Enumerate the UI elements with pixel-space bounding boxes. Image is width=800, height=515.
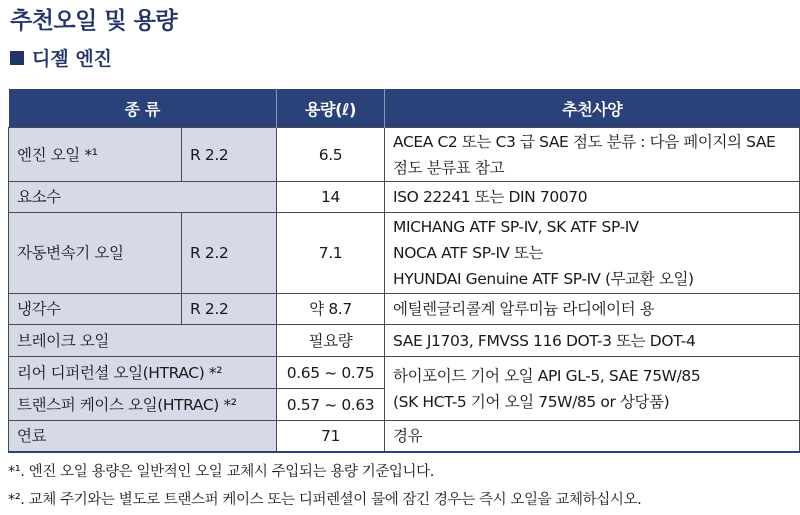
row-grade: R 2.2 bbox=[182, 128, 277, 182]
row-name: 요소수 bbox=[9, 182, 277, 213]
spec-line: NOCA ATF SP-Ⅳ 또는 bbox=[393, 244, 544, 262]
row-capacity: 0.57 ~ 0.63 bbox=[277, 389, 385, 421]
spec-line: ACEA C2 또는 C3 급 SAE 점도 분류 : 다음 페이지의 SAE bbox=[393, 132, 776, 151]
row-spec bbox=[385, 128, 800, 182]
table-row bbox=[9, 182, 800, 213]
spec-line: 경유 bbox=[393, 427, 423, 445]
row-spec bbox=[385, 421, 800, 453]
row-spec bbox=[385, 294, 800, 325]
section-heading bbox=[10, 44, 112, 71]
table-row bbox=[9, 357, 800, 389]
table-header-row bbox=[9, 89, 800, 128]
row-name: 브레이크 오일 bbox=[9, 325, 277, 357]
table-row bbox=[9, 325, 800, 357]
row-spec bbox=[385, 182, 800, 213]
row-capacity: 0.65 ~ 0.75 bbox=[277, 357, 385, 389]
row-capacity: 14 bbox=[277, 182, 385, 213]
row-capacity: 약 8.7 bbox=[277, 294, 385, 325]
footnote: *¹. 엔진 오일 용량은 일반적인 오일 교체시 주입되는 용량 기준입니다. bbox=[8, 464, 434, 480]
spec-line: MICHANG ATF SP-Ⅳ, SK ATF SP-Ⅳ bbox=[393, 218, 639, 236]
spec-line: HYUNDAI Genuine ATF SP-Ⅳ (무교환 오일) bbox=[393, 270, 694, 288]
spec-line: 에틸렌글리콜계 알루미늄 라디에이터 용 bbox=[393, 300, 655, 318]
square-bullet-icon bbox=[10, 51, 24, 65]
row-capacity: 필요량 bbox=[277, 325, 385, 357]
row-spec bbox=[385, 213, 800, 294]
table-row bbox=[9, 421, 800, 453]
header-recommendation: 추천사양 bbox=[385, 89, 800, 128]
spec-line: 하이포이드 기어 오일 API GL-5, SAE 75W/85 bbox=[393, 366, 701, 385]
row-name: 자동변속기 오일 bbox=[9, 213, 182, 294]
spec-line: 점도 분류표 참고 bbox=[393, 158, 505, 177]
row-capacity: 7.1 bbox=[277, 213, 385, 294]
row-spec bbox=[385, 325, 800, 357]
row-grade: R 2.2 bbox=[182, 294, 277, 325]
row-grade: R 2.2 bbox=[182, 213, 277, 294]
oil-capacity-table bbox=[8, 89, 800, 453]
section-heading-label: 디젤 엔진 bbox=[32, 48, 113, 70]
table-row bbox=[9, 128, 800, 182]
row-name: 연료 bbox=[9, 421, 277, 453]
row-capacity: 6.5 bbox=[277, 128, 385, 182]
row-name: 리어 디퍼런셜 오일(HTRAC) *² bbox=[9, 357, 277, 389]
row-capacity: 71 bbox=[277, 421, 385, 453]
row-name: 냉각수 bbox=[9, 294, 182, 325]
spec-line: ISO 22241 또는 DIN 70070 bbox=[393, 188, 588, 206]
header-capacity: 용량(ℓ) bbox=[277, 89, 385, 128]
page-title: 추천오일 및 용량 bbox=[10, 8, 178, 34]
table-row bbox=[9, 294, 800, 325]
footnotes bbox=[8, 458, 641, 514]
row-name: 트랜스퍼 케이스 오일(HTRAC) *² bbox=[9, 389, 277, 421]
spec-line: SAE J1703, FMVSS 116 DOT-3 또는 DOT-4 bbox=[393, 331, 696, 350]
row-name: 엔진 오일 *¹ bbox=[9, 128, 182, 182]
table-row bbox=[9, 213, 800, 294]
spec-line: (SK HCT-5 기어 오일 75W/85 or 상당품) bbox=[393, 392, 670, 411]
header-type: 종 류 bbox=[9, 89, 277, 128]
footnote: *². 교체 주기와는 별도로 트랜스퍼 케이스 또는 디퍼렌셜이 물에 잠긴 경우는 즉시 오일을 교체하십시오. bbox=[8, 492, 642, 508]
row-spec bbox=[385, 357, 800, 421]
